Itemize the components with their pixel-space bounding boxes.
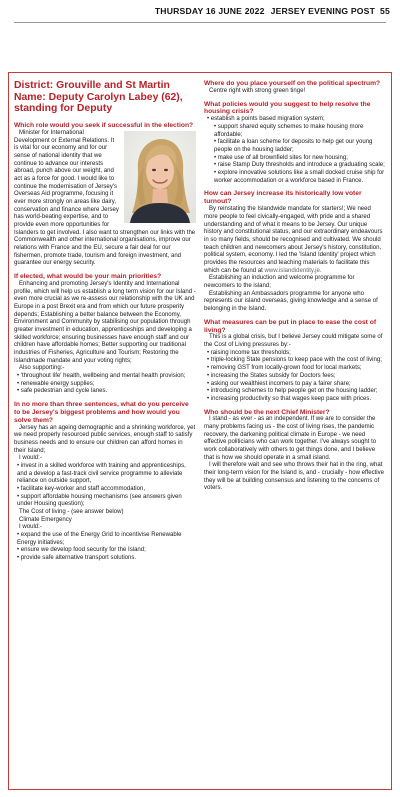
masthead-paper: JERSEY EVENING POST [270, 6, 376, 16]
answer-cost-of-living-bullet: • increasing the States subsidy for Doctors fees; [207, 372, 336, 379]
answer-chief-minister-paragraph: I stand - as ever - as an independent. If we are to consider the many problems facing us - the cost of living rises, the pandemic recovery, the darkening political climate in Europe - we need effective politicians who can work together. I've always sought to work collaboratively with others to get things done, and I believe that is how we should operate in a small island. [204, 416, 377, 461]
answer-problems-bullet: • expand the use of the Energy Grid to incentivise Renewable Energy initiatives; [17, 532, 182, 546]
answer-housing-bullet: • make use of all brownfield sites for new housing; [214, 154, 348, 161]
article-headline [14, 80, 196, 115]
answer-voter-turnout-paragraph [204, 206, 386, 275]
answer-problems-paragraph: Jersey has an ageing demographic and a shrinking workforce, yet we need properly resourced public services, enough staff to satisfy business needs and to ensure our children can afford homes in their Island; [14, 424, 196, 454]
article-body [14, 80, 386, 788]
masthead-rule [14, 22, 386, 23]
answer-cost-of-living-paragraph: This is a global crisis, but I believe Jersey could mitigate some of the Cost of Living pressures by:- [204, 334, 383, 349]
answer-problems-bullet: • facilitate key-worker and staff accommodation, [17, 486, 146, 492]
answer-priorities-bullet: • 'throughout life' health, wellbeing and mental health provision; [17, 372, 186, 379]
answer-cost-of-living-bullet: • introducing schemes to help people get on the housing ladder; [207, 388, 378, 395]
question-voter-turnout: How can Jersey increase its historically low voter turnout? [204, 190, 362, 206]
question-chief-minister: Who should be the next Chief Minister? [204, 408, 330, 416]
question-cost-of-living: What measures can be put in place to ease the cost of living? [204, 318, 377, 334]
answer-problems-cost-of-living: The Cost of living - (see answer below) [19, 509, 124, 516]
candidate-photo [124, 131, 196, 223]
answer-voter-turnout-induction: Establishing an induction and welcome programme for newcomers to the island; [204, 275, 355, 289]
island-identity-link[interactable]: www.islandidentity.je. [264, 267, 322, 274]
masthead-page-number: 55 [380, 6, 390, 16]
answer-problems-climate: Climate Emergency [19, 516, 72, 523]
answer-problems-bullet: • invest in a skilled workforce with training and apprenticeships, and a develop a fast-track civil service programme to alleviate reliance on outside support, [17, 462, 186, 485]
answer-cost-of-living-bullet: • triple-locking State pensions to keep pace with the cost of living; [207, 357, 382, 364]
answer-spectrum: Centre right with strong green tinge! [209, 87, 306, 94]
answer-housing-bullet: • explore innovative solutions like a small docked cruise ship for worker accommodation or a workforce based in France. [214, 170, 385, 184]
answer-priorities-bullet: • renewable energy supplies; [17, 380, 95, 387]
answer-housing-bullet: • facilitate a loan scheme for deposits to help get our young people on the housing ladder; [214, 139, 373, 154]
article-column-left [14, 80, 196, 788]
answer-voter-turnout-text: By reinstating the Islandwide mandate for starters!; We need more people to feel civically-engaged, with pride and a shared understanding and of what it means to be Jersey. Our unique history and constitutional status, and our extraordinary endeavours in so many fields, should be recognised and cultivated. We should teach children and newcomers about Jersey's history, constitution, political system, economy. I led the 'Island Identity' project which provides the resources and teaching materials to facilitate this which can be found at [204, 206, 383, 274]
question-priorities: If elected, what would be your main priorities? [14, 272, 162, 280]
answer-cost-of-living-bullet: • asking our wealthiest incomers to pay a fairer share; [207, 380, 351, 387]
candidate-portrait-image [124, 131, 196, 223]
answer-problems-bullet: • ensure we develop food security for the Island; [17, 547, 146, 554]
masthead-date: THURSDAY 16 JUNE 2022 [154, 6, 265, 16]
question-role: Which role would you seek if successful in the election? [14, 121, 194, 129]
answer-cost-of-living-bullet: • removing GST from locally-grown food for local markets; [207, 365, 362, 372]
answer-problems-bullet: • support affordable housing mechanisms (see answers given under Housing question); [17, 493, 182, 508]
answer-priorities-paragraph: Enhancing and promoting Jersey's Identity and International profile, which will help us establish a long term vision for our Island - even more crucial as we re-assess our relationship with the UK and Europe in a post Brexit era and from which our future prosperity depends; Establishing a better balance between the Economy, Environment and Community by stabilising our population through greater investment in education, apprenticeships and developing a skilled workforce; ensuring businesses have enough staff and our children have affordable homes; Better supporting our traditional industries of Fisheries, Agriculture and Tourism; Restoring the Islandmade mandate and your voting rights; [14, 280, 196, 364]
answer-voter-turnout-ambassadors: Establishing an Ambassadors programme for anyone who represents our island overseas, giving knowledge and a sense of belonging in the Island. [204, 290, 378, 312]
answer-housing-bullet: • support shared equity schemes to make housing more affordable; [214, 124, 364, 138]
answer-problems-bullet: • provide safe alternative transport solutions. [17, 555, 137, 562]
answer-cost-of-living-bullet: • increasing productivity so that wages keep pace with prices. [207, 395, 372, 402]
headline-name: Name: Deputy Carolyn Labey (62), standing for Deputy [14, 91, 183, 115]
question-housing: What policies would you suggest to help resolve the housing crisis? [204, 100, 371, 116]
question-problems: In no more than three sentences, what do you perceive to be Jersey's biggest problems and how would you solve them? [14, 400, 189, 424]
article-column-right [204, 80, 386, 788]
question-spectrum: Where do you place yourself on the political spectrum? [204, 80, 381, 87]
answer-problems-i-would: I would:- [19, 455, 42, 462]
headline-district: District: Grouville and St Martin [14, 80, 170, 91]
answer-housing-bullet: • establish a points based migration system; [207, 116, 325, 123]
answer-priorities-bullet: • safe pedestrian and cycle lanes. [17, 388, 108, 395]
answer-chief-minister-paragraph: I will therefore wait and see who throws their hat in the ring, what their long-term vision for the Island is, and - crucially - how effective they will be at building consensus and listening to the concerns of voters. [204, 462, 385, 492]
masthead [0, 0, 400, 22]
answer-housing-bullet: • raise Stamp Duty thresholds and introduce a graduating scale; [214, 162, 385, 169]
answer-priorities-also: Also supporting:- [19, 365, 65, 372]
answer-cost-of-living-bullet: • raising income tax thresholds; [207, 349, 291, 356]
answer-role-paragraph: Minister for International Development or External Relations. It is vital for our economy and for our sense of national identity that we continue to advance our interests abroad, punch above our weight, and act as a force for good. I would like to continue the modernisation of Jersey's Overseas Aid programme, focusing it ever more strongly on areas like dairy, conservation and finance where Jersey has world-beating expertise, and to provide even more opportunities for Islanders to get involved. I also want to strengthen our links with the Commonwealth and other international organisations, improve our relations with France and the EU, secure a fair deal for our fishermen, promote trade, tourism and foreign investment, and guarantee our energy security. [14, 129, 196, 267]
answer-problems-i-would-2: I would:- [19, 524, 42, 531]
